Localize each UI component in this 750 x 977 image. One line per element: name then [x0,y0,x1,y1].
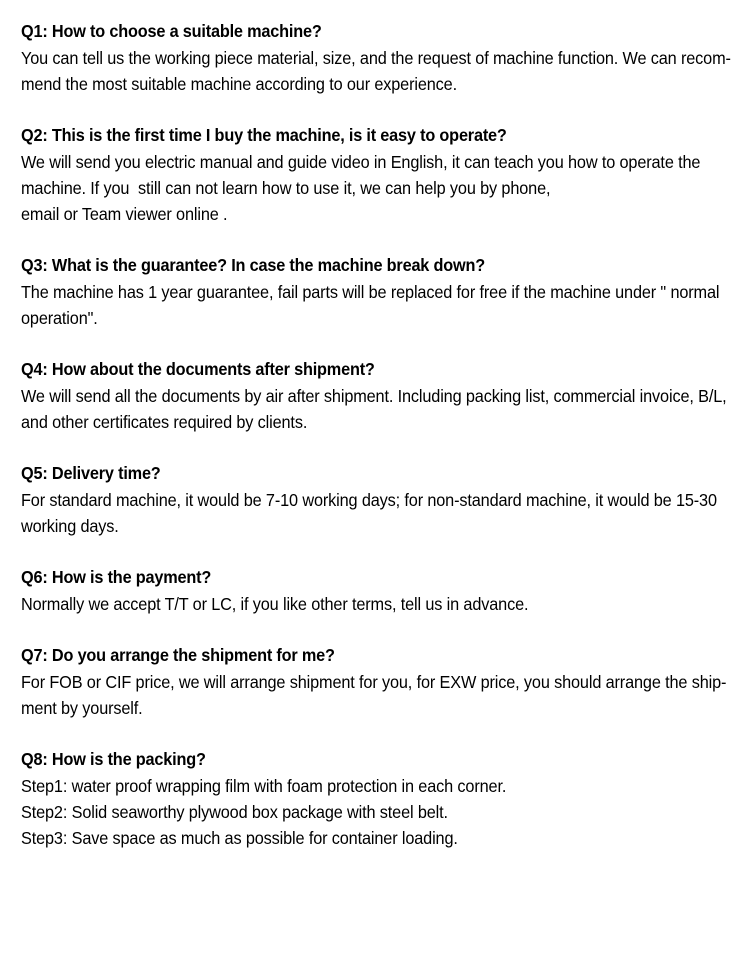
faq-question-q7: Q7: Do you arrange the shipment for me? [21,645,335,665]
faq-answer-q3 [21,279,720,331]
faq-item-q3 [21,252,736,331]
faq-item-q8 [21,746,736,851]
faq-answer-line: We will send you electric manual and guide video in English, it can teach you how to operate the [21,152,701,172]
faq-item-q4 [21,356,736,435]
faq-answer-q1 [21,45,731,97]
faq-answer-line: For standard machine, it would be 7-10 working days; for non-standard machine, it would be 15-30 [21,490,717,510]
faq-answer-line: ment by yourself. [21,698,143,718]
faq-item-q6 [21,564,736,617]
faq-question-q4: Q4: How about the documents after shipment? [21,359,375,379]
faq-answer-line: The machine has 1 year guarantee, fail parts will be replaced for free if the machine under " normal [21,282,720,302]
faq-answer-q2 [21,149,701,227]
faq-question-q5: Q5: Delivery time? [21,463,161,483]
faq-item-q2 [21,122,736,227]
faq-answer-q8 [21,773,686,851]
faq-question-q1: Q1: How to choose a suitable machine? [21,21,322,41]
faq-answer-q4 [21,383,727,435]
faq-item-q1 [21,18,736,97]
faq-answer-line: operation". [21,308,98,328]
faq-answer-line: Normally we accept T/T or LC, if you like other terms, tell us in advance. [21,594,529,614]
faq-question-q6: Q6: How is the payment? [21,567,212,587]
faq-answer-line: email or Team viewer online . [21,204,228,224]
faq-answer-line: mend the most suitable machine according to our experience. [21,74,457,94]
faq-answer-q7 [21,669,727,721]
faq-answer-line: We will send all the documents by air after shipment. Including packing list, commercial invoice, B/L, [21,386,727,406]
faq-answer-line: Step1: water proof wrapping film with foam protection in each corner. [21,776,507,796]
faq-answer-line: and other certificates required by clients. [21,412,308,432]
faq-question-q8: Q8: How is the packing? [21,749,206,769]
faq-answer-line: machine. If you still can not learn how to use it, we can help you by phone, [21,178,551,198]
faq-item-q5 [21,460,736,539]
faq-answer-line: Step3: Save space as much as possible for container loading. [21,828,458,848]
faq-answer-q5 [21,487,717,539]
faq-question-q3: Q3: What is the guarantee? In case the machine break down? [21,255,486,275]
faq-answer-q6 [21,591,686,617]
faq-answer-line: For FOB or CIF price, we will arrange shipment for you, for EXW price, you should arrange the ship- [21,672,727,692]
faq-answer-line: You can tell us the working piece material, size, and the request of machine function. We can recom- [21,48,731,68]
faq-item-q7 [21,642,736,721]
faq-answer-line: working days. [21,516,119,536]
faq-question-q2: Q2: This is the first time I buy the machine, is it easy to operate? [21,125,507,145]
faq-answer-line: Step2: Solid seaworthy plywood box package with steel belt. [21,802,448,822]
